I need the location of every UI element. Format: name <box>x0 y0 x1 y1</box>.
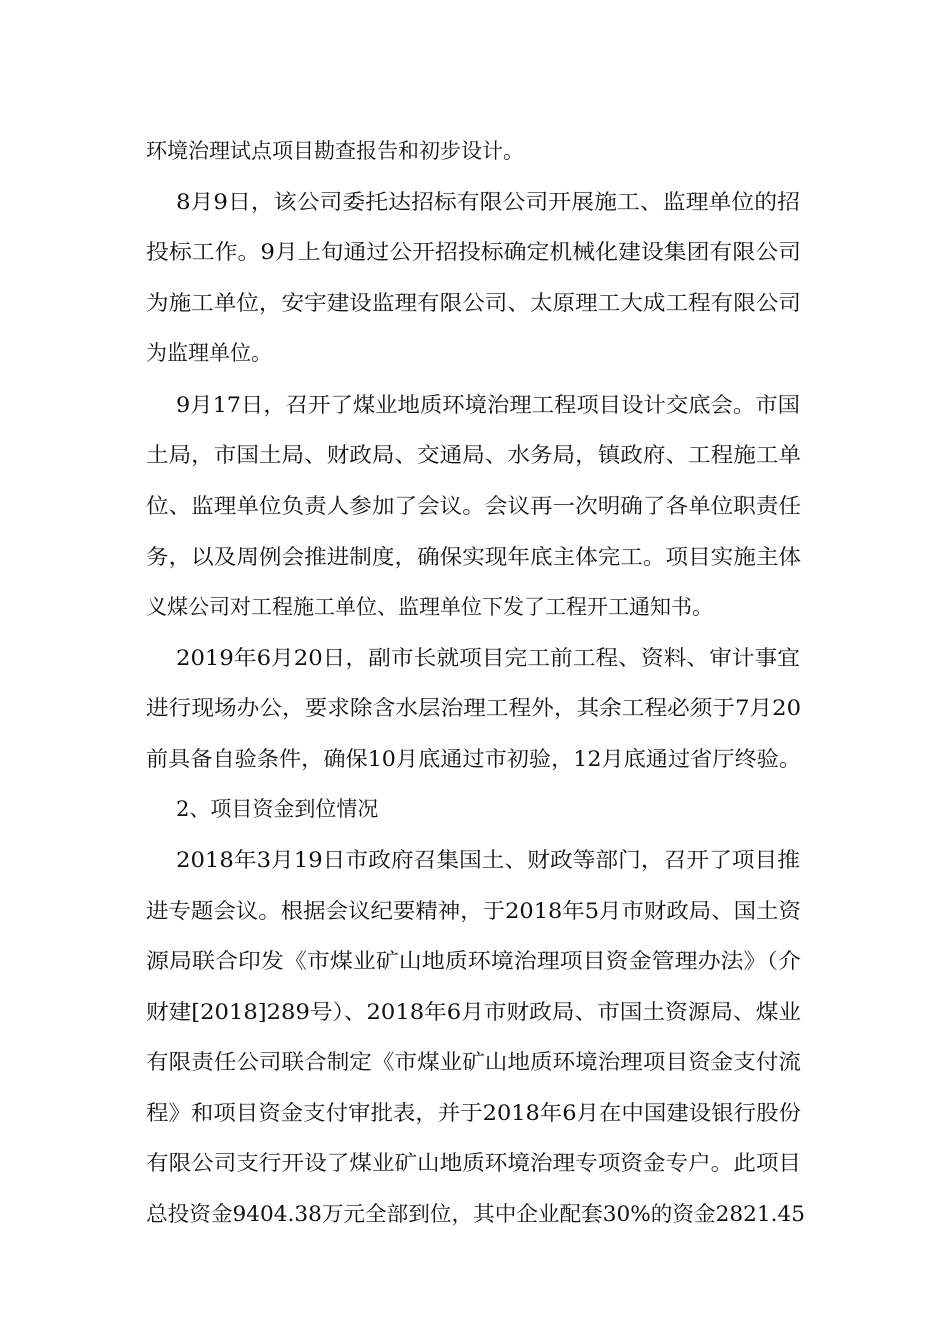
text-line <box>0 587 950 627</box>
text-line <box>0 537 950 577</box>
text-line <box>0 739 950 779</box>
text-line <box>0 1143 950 1183</box>
text-line-content: 环境治理试点项目勘查报告和初步设计。 <box>146 139 524 163</box>
text-line <box>0 1194 950 1234</box>
text-line-content: 位、监理单位负责人参加了会议。会议再一次明确了各单位职责任 <box>146 494 801 518</box>
text-line-content: 总投资金9404.38万元全部到位，其中企业配套30%的资金2821.45 <box>146 1202 805 1226</box>
text-line <box>0 941 950 981</box>
text-line <box>0 131 950 171</box>
text-line-content: 2019年6月20日，副市长就项目完工前工程、资料、审计事宜 <box>176 646 800 670</box>
text-line <box>0 283 950 323</box>
text-line-content: 有限公司支行开设了煤业矿山地质环境治理专项资金专户。此项目 <box>146 1151 801 1175</box>
text-line-content: 进专题会议。根据会议纪要精神，于2018年5月市财政局、国土资 <box>146 899 801 923</box>
text-line <box>0 1042 950 1082</box>
text-line <box>0 486 950 526</box>
text-line-content: 土局，市国土局、财政局、交通局、水务局，镇政府、工程施工单 <box>146 443 801 467</box>
text-line-content: 9月17日，召开了煤业地质环境治理工程项目设计交底会。市国 <box>176 393 800 417</box>
text-line-content: 务，以及周例会推进制度，确保实现年底主体完工。项目实施主体 <box>146 545 801 569</box>
text-line <box>0 435 950 475</box>
text-line-content: 2、项目资金到位情况 <box>176 797 379 821</box>
text-line-content: 8月9日，该公司委托达招标有限公司开展施工、监理单位的招 <box>176 190 800 214</box>
text-line <box>0 385 950 425</box>
text-line-content: 财建[2018]289号）、2018年6月市财政局、市国土资源局、煤业 <box>146 1000 801 1024</box>
text-line-content: 前具备自验条件，确保10月底通过市初验，12月底通过省厅终验。 <box>146 747 801 771</box>
text-line-content: 为施工单位，安宇建设监理有限公司、太原理工大成工程有限公司 <box>146 291 801 315</box>
text-line-content: 2018年3月19日市政府召集国土、财政等部门，召开了项目推 <box>176 848 800 872</box>
text-line <box>0 789 950 829</box>
text-line <box>0 182 950 222</box>
text-line-content: 投标工作。9月上旬通过公开招投标确定机械化建设集团有限公司 <box>146 240 801 264</box>
text-line <box>0 333 950 373</box>
text-line <box>0 992 950 1032</box>
text-line-content: 为监理单位。 <box>146 341 272 365</box>
text-line-content: 源局联合印发《市煤业矿山地质环境治理项目资金管理办法》（介 <box>146 949 801 973</box>
text-line <box>0 840 950 880</box>
text-line <box>0 891 950 931</box>
text-line <box>0 688 950 728</box>
text-line <box>0 232 950 272</box>
text-line-content: 程》和项目资金支付审批表，并于2018年6月在中国建设银行股份 <box>146 1101 801 1125</box>
text-line-content: 义煤公司对工程施工单位、监理单位下发了工程开工通知书。 <box>146 595 713 619</box>
text-line <box>0 1093 950 1133</box>
text-line-content: 进行现场办公，要求除含水层治理工程外，其余工程必须于7月20 <box>146 696 801 720</box>
text-line-content: 有限责任公司联合制定《市煤业矿山地质环境治理项目资金支付流 <box>146 1050 801 1074</box>
text-line <box>0 638 950 678</box>
